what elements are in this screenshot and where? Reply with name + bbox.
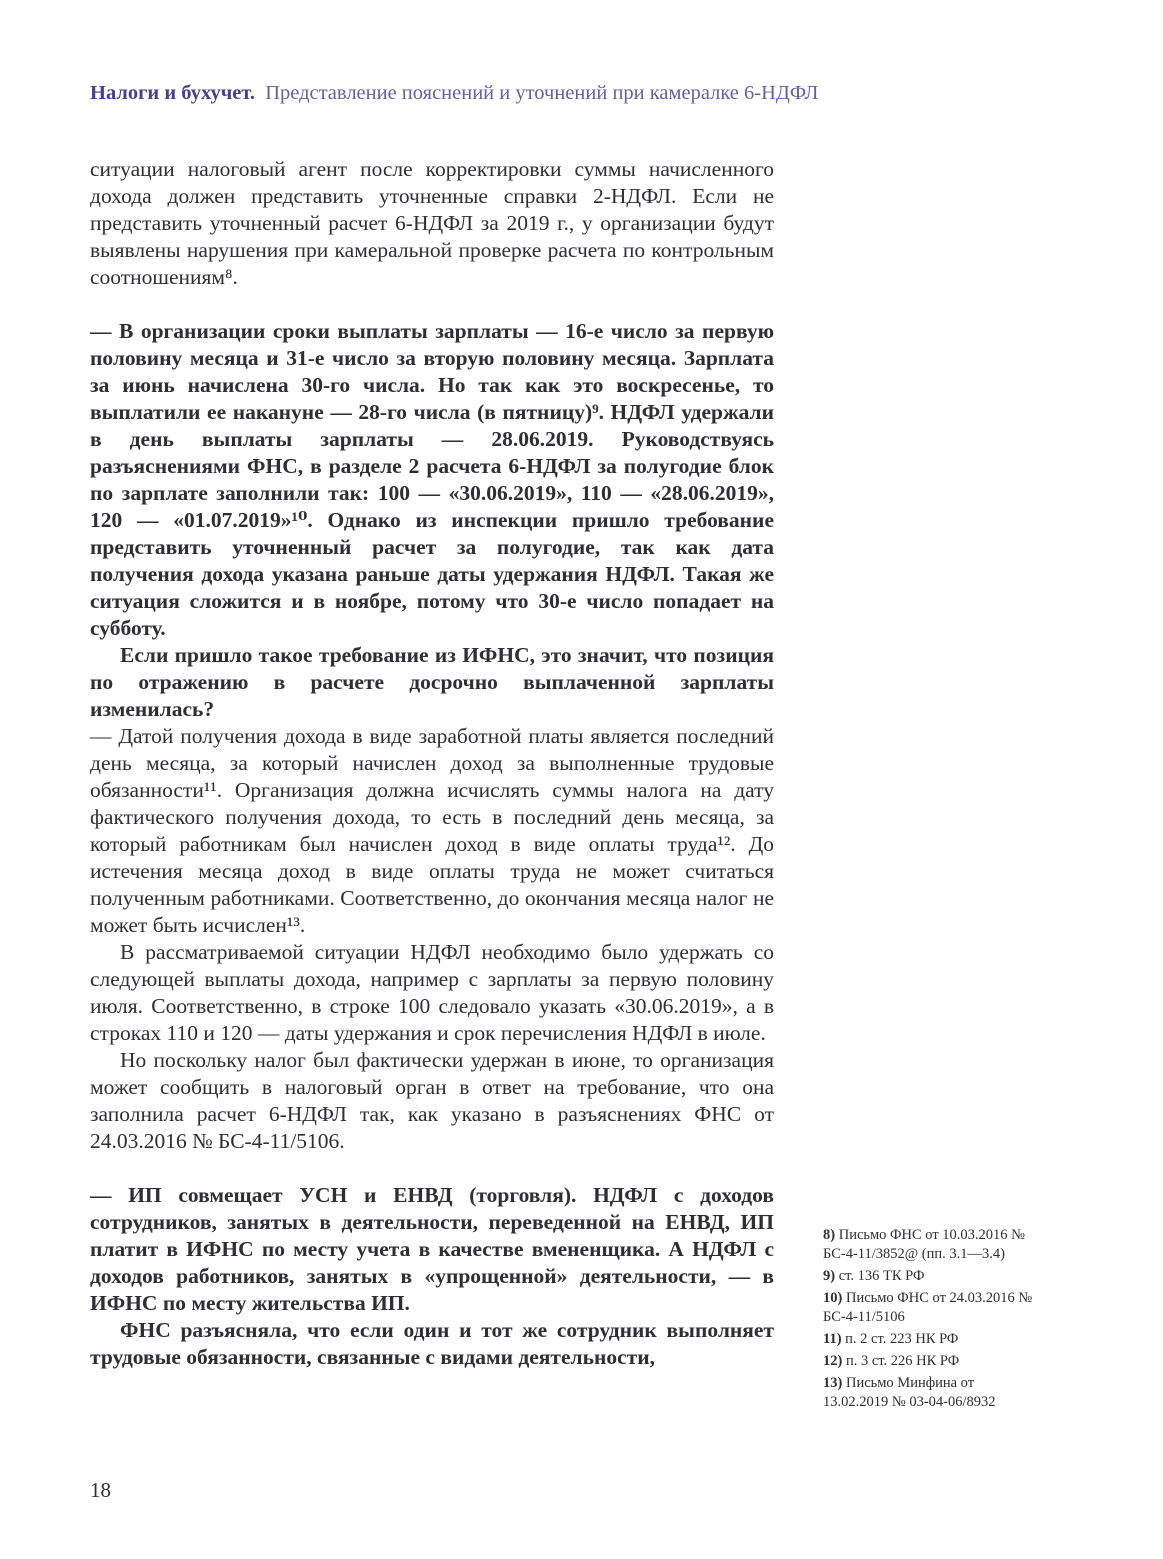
page-number: 18 [90, 1478, 111, 1502]
answer-paragraph-2: В рассматриваемой ситуации НДФЛ необходимо было удержать со следующей выплаты дохода, например с зарплаты за первую половину июля. Соответственно, в строке 100 следовало указать «30.06.2019», а в строках 110 и 120 — даты удержания и срок перечисления НДФЛ в июле. [90, 940, 774, 1045]
footnote [823, 1289, 1041, 1327]
footnote [823, 1374, 1041, 1412]
answer-paragraph-3: Но поскольку налог был фактически удержан в июне, то организация может сообщить в налоговый орган в ответ на требование, что она заполнила расчет 6-НДФЛ так, как указано в разъяснениях ФНС от 24.03.2016 № БС-4-11/5106. [90, 1048, 774, 1153]
body-paragraph-continuation: ситуации налоговый агент после корректировки суммы начисленного дохода должен представить уточненные справки 2-НДФЛ. Если не представить уточненный расчет 6-НДФЛ за 2019 г., у организации будут выявлены нарушения при камеральной проверке расчета по контрольным соотношениям⁸. [90, 157, 774, 289]
footnote-text: п. 3 ст. 226 НК РФ [845, 1353, 960, 1369]
footnote-number: 12) [823, 1353, 843, 1369]
question-paragraph-2-followup: ФНС разъясняла, что если один и тот же сотрудник выполняет трудовые обязанности, связанные с видами деятельности, [90, 1318, 774, 1369]
question-paragraph-2: — ИП совмещает УСН и ЕНВД (торговля). НДФЛ с доходов сотрудников, занятых в деятельности, переведенной на ЕНВД, ИП платит в ИФНС по месту учета в качестве вмененщика. А НДФЛ с доходов работников, занятых в «упрощенной» деятельности, — в ИФНС по месту жительства ИП. [90, 1183, 774, 1315]
footnote-number: 13) [823, 1375, 843, 1391]
footnote [823, 1226, 1041, 1264]
footnote [823, 1330, 1041, 1349]
journal-section-title: Налоги и бухучет. [90, 82, 256, 104]
page-header [90, 80, 1080, 106]
footnote-text: Письмо Минфина от 13.02.2019 № 03-04-06/8932 [823, 1375, 996, 1410]
footnote-number: 11) [823, 1331, 842, 1347]
answer-paragraph-1: — Датой получения дохода в виде заработной платы является последний день месяца, за который начислен доход за выполненные трудовые обязанности¹¹. Организация должна исчислять суммы налога на дату фактического получения дохода, то есть в последний день месяца, за который работникам был начислен доход в виде оплаты труда¹². До истечения месяца доход в виде оплаты труда не может считаться полученным работниками. Соответственно, до окончания месяца налог не может быть исчислен¹³. [90, 724, 774, 937]
article-body [90, 156, 774, 1371]
footnote-number: 10) [823, 1290, 843, 1306]
footnote-number: 8) [823, 1227, 836, 1243]
question-paragraph-1-followup: Если пришло такое требование из ИФНС, это значит, что позиция по отражению в расчете досрочно выплаченной зарплаты изменилась? [90, 643, 774, 721]
article-title: Представление пояснений и уточнений при камералке 6-НДФЛ [265, 82, 819, 104]
footnote-text: п. 2 ст. 223 НК РФ [845, 1331, 959, 1347]
footnote-text: ст. 136 ТК РФ [838, 1268, 925, 1284]
footnote-number: 9) [823, 1268, 836, 1284]
footnote-text: Письмо ФНС от 24.03.2016 № БС-4-11/5106 [823, 1290, 1033, 1325]
footnote [823, 1267, 1041, 1286]
footnote [823, 1352, 1041, 1371]
footnotes-column [823, 1226, 1041, 1415]
question-paragraph-1: — В организации сроки выплаты зарплаты — 16-е число за первую половину месяца и 31-е число за вторую половину месяца. Зарплата за июнь начислена 30-го числа. Но так как это воскресенье, то выплатили ее накануне — 28-го числа (в пятницу)⁹. НДФЛ удержали в день выплаты зарплаты — 28.06.2019. Руководствуясь разъяснениями ФНС, в разделе 2 расчета 6-НДФЛ за полугодие блок по зарплате заполнили так: 100 — «30.06.2019», 110 — «28.06.2019», 120 — «01.07.2019»¹⁰. Однако из инспекции пришло требование представить уточненный расчет за полугодие, так как дата получения дохода указана раньше даты удержания НДФЛ. Такая же ситуация сложится и в ноябре, потому что 30-е число попадает на субботу. [90, 319, 774, 640]
footnote-text: Письмо ФНС от 10.03.2016 № БС-4-11/3852@ (пп. 3.1—3.4) [823, 1227, 1026, 1262]
